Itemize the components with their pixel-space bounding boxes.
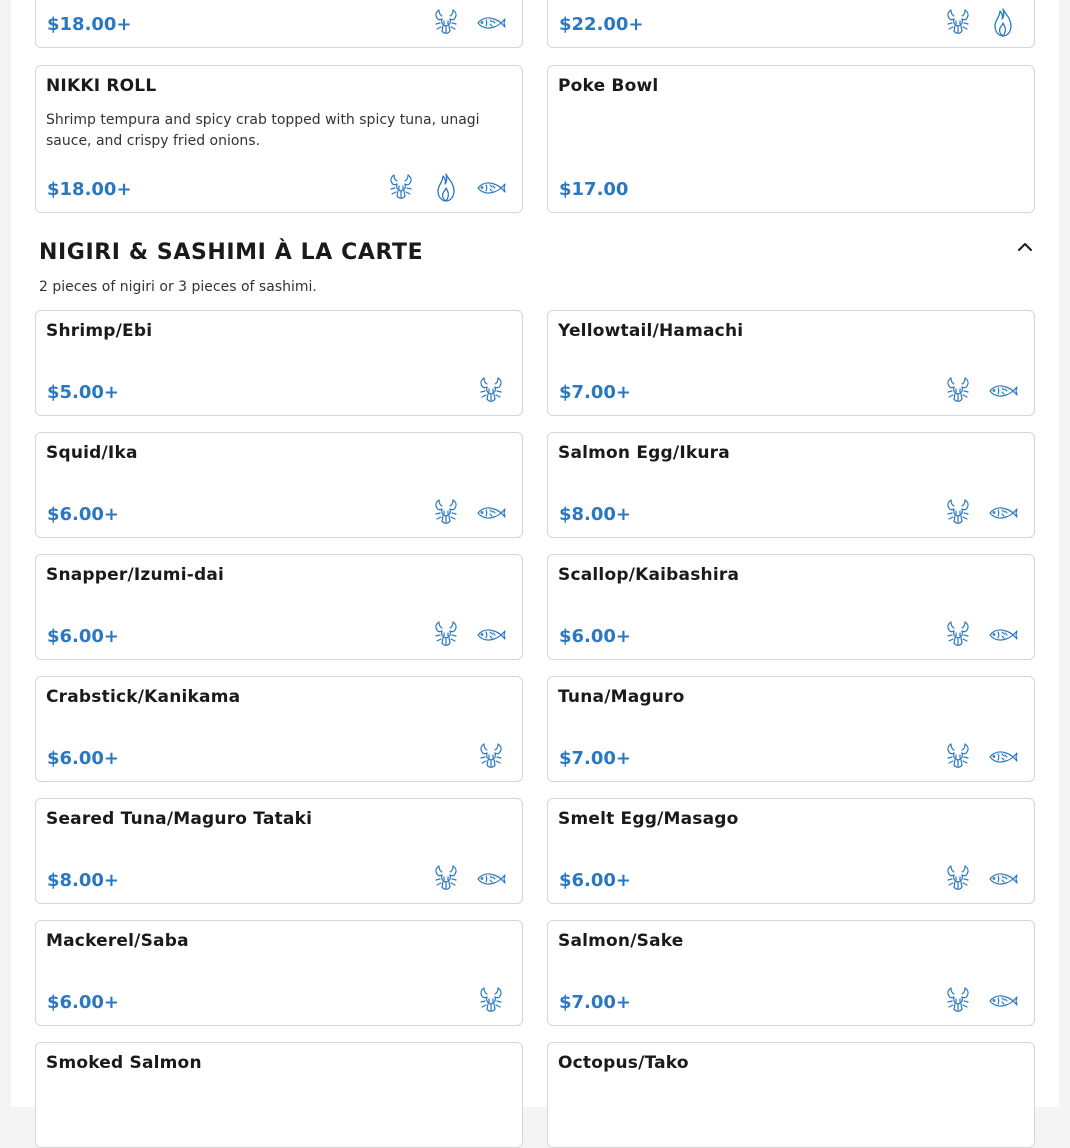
chevron-up-icon[interactable] — [1015, 237, 1035, 257]
item-icons — [475, 375, 507, 407]
item-icons — [942, 497, 1019, 529]
fish-icon — [987, 497, 1019, 529]
menu-item-card[interactable] — [547, 798, 1035, 904]
menu-item-card[interactable] — [35, 554, 523, 660]
shellfish-icon — [430, 7, 462, 39]
item-price: $5.00+ — [47, 382, 120, 403]
item-name: Scallop/Kaibashira — [558, 565, 740, 585]
fish-icon — [475, 7, 507, 39]
menu-item-card[interactable] — [35, 798, 523, 904]
shellfish-icon — [430, 863, 462, 895]
item-price: $6.00+ — [47, 748, 120, 769]
item-icons — [475, 741, 507, 773]
menu-page — [11, 0, 1059, 1107]
item-icons — [430, 497, 507, 529]
item-name: Poke Bowl — [558, 76, 659, 96]
item-name: Snapper/Izumi-dai — [46, 565, 225, 585]
section-title: NIGIRI & SASHIMI À LA CARTE — [39, 240, 424, 265]
menu-item-card[interactable] — [547, 0, 1035, 48]
spicy-icon — [987, 7, 1019, 39]
item-icons — [942, 7, 1019, 39]
item-icons — [942, 375, 1019, 407]
item-name: Tuna/Maguro — [558, 687, 685, 707]
shellfish-icon — [430, 497, 462, 529]
spicy-icon — [430, 172, 462, 204]
item-price: $7.00+ — [559, 382, 632, 403]
menu-item-card[interactable] — [35, 920, 523, 1026]
shellfish-icon — [385, 172, 417, 204]
menu-item-card[interactable] — [35, 65, 523, 213]
item-icons — [385, 172, 507, 204]
item-name: Mackerel/Saba — [46, 931, 189, 951]
item-name: NIKKI ROLL — [46, 76, 157, 96]
item-name: Yellowtail/Hamachi — [558, 321, 744, 341]
menu-item-card[interactable] — [35, 0, 523, 48]
section-subtitle: 2 pieces of nigiri or 3 pieces of sashimi. — [39, 279, 317, 295]
menu-item-card[interactable] — [547, 1042, 1035, 1148]
fish-icon — [475, 863, 507, 895]
item-name: Shrimp/Ebi — [46, 321, 153, 341]
item-name: Smoked Salmon — [46, 1053, 202, 1073]
shellfish-icon — [942, 741, 974, 773]
item-price: $7.00+ — [559, 748, 632, 769]
item-price: $6.00+ — [47, 504, 120, 525]
item-description: Shrimp tempura and spicy crab topped with spicy tuna, unagi sauce, and crispy fried onions. — [46, 112, 480, 149]
fish-icon — [475, 619, 507, 651]
shellfish-icon — [942, 863, 974, 895]
fish-icon — [987, 619, 1019, 651]
item-name: Crabstick/Kanikama — [46, 687, 241, 707]
menu-item-card[interactable] — [547, 554, 1035, 660]
item-name: Seared Tuna/Maguro Tataki — [46, 809, 313, 829]
item-price: $8.00+ — [559, 504, 632, 525]
item-icons — [475, 985, 507, 1017]
menu-item-card[interactable] — [547, 432, 1035, 538]
item-price: $6.00+ — [47, 992, 120, 1013]
item-price: $18.00+ — [47, 179, 132, 200]
item-price: $7.00+ — [559, 992, 632, 1013]
item-icons — [942, 741, 1019, 773]
item-price: $6.00+ — [47, 626, 120, 647]
item-icons — [942, 619, 1019, 651]
menu-item-card[interactable] — [35, 676, 523, 782]
item-name: Smelt Egg/Masago — [558, 809, 739, 829]
shellfish-icon — [942, 375, 974, 407]
fish-icon — [475, 497, 507, 529]
shellfish-icon — [942, 7, 974, 39]
item-price: $6.00+ — [559, 870, 632, 891]
fish-icon — [987, 375, 1019, 407]
menu-item-card[interactable] — [35, 432, 523, 538]
item-icons — [430, 619, 507, 651]
fish-icon — [987, 985, 1019, 1017]
menu-item-card[interactable] — [547, 676, 1035, 782]
item-name: Salmon Egg/Ikura — [558, 443, 730, 463]
shellfish-icon — [942, 985, 974, 1017]
menu-item-card[interactable] — [35, 310, 523, 416]
menu-item-card[interactable] — [547, 65, 1035, 213]
shellfish-icon — [942, 497, 974, 529]
item-price: $22.00+ — [559, 14, 644, 35]
menu-item-card[interactable] — [35, 1042, 523, 1148]
item-price: $6.00+ — [559, 626, 632, 647]
shellfish-icon — [430, 619, 462, 651]
shellfish-icon — [942, 619, 974, 651]
fish-icon — [987, 741, 1019, 773]
shellfish-icon — [475, 741, 507, 773]
item-name: Squid/Ika — [46, 443, 138, 463]
item-name: Octopus/Tako — [558, 1053, 689, 1073]
item-price: $8.00+ — [47, 870, 120, 891]
item-icons — [430, 863, 507, 895]
fish-icon — [987, 863, 1019, 895]
item-price: $17.00 — [559, 179, 629, 200]
item-icons — [942, 863, 1019, 895]
shellfish-icon — [475, 985, 507, 1017]
item-price: $18.00+ — [47, 14, 132, 35]
menu-item-card[interactable] — [547, 310, 1035, 416]
item-name: Salmon/Sake — [558, 931, 684, 951]
item-icons — [430, 7, 507, 39]
item-icons — [942, 985, 1019, 1017]
fish-icon — [475, 172, 507, 204]
shellfish-icon — [475, 375, 507, 407]
menu-item-card[interactable] — [547, 920, 1035, 1026]
